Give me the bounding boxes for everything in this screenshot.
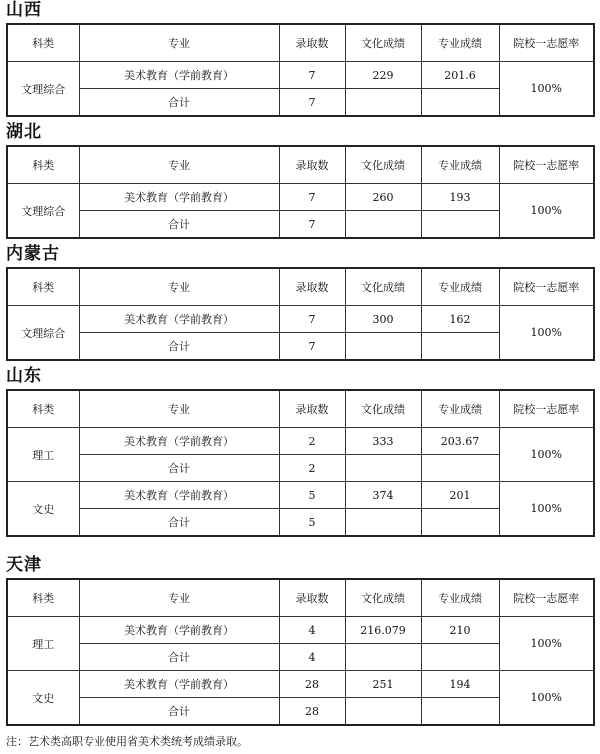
major-score-cell: 194 <box>421 671 499 698</box>
first-choice-rate-cell: 100% <box>499 482 594 537</box>
empty-cell <box>345 455 421 482</box>
empty-cell <box>345 644 421 671</box>
empty-cell <box>421 333 499 361</box>
culture-score-cell: 251 <box>345 671 421 698</box>
major-score-cell: 201.6 <box>421 62 499 89</box>
header-cell: 院校一志愿率 <box>499 268 594 306</box>
category-cell: 文理综合 <box>7 62 79 117</box>
first-choice-rate-cell: 100% <box>499 306 594 361</box>
header-cell: 专业 <box>79 146 279 184</box>
header-cell: 专业 <box>79 24 279 62</box>
category-cell: 理工 <box>7 617 79 671</box>
table-row <box>7 306 594 333</box>
table-row <box>7 482 594 509</box>
admission-table <box>6 389 595 537</box>
admitted-cell: 7 <box>279 184 345 211</box>
table-row <box>7 428 594 455</box>
admitted-cell: 4 <box>279 617 345 644</box>
header-row <box>7 579 594 617</box>
header-row <box>7 390 594 428</box>
first-choice-rate-cell: 100% <box>499 671 594 726</box>
header-cell: 录取数 <box>279 268 345 306</box>
culture-score-cell: 300 <box>345 306 421 333</box>
header-cell: 专业 <box>79 268 279 306</box>
empty-cell <box>421 644 499 671</box>
major-cell: 美术教育（学前教育） <box>79 671 279 698</box>
admitted-cell: 2 <box>279 428 345 455</box>
total-label-cell: 合计 <box>79 211 279 239</box>
major-score-cell: 201 <box>421 482 499 509</box>
empty-cell <box>421 455 499 482</box>
major-cell: 美术教育（学前教育） <box>79 428 279 455</box>
admitted-cell: 7 <box>279 62 345 89</box>
category-cell: 文史 <box>7 671 79 726</box>
province-title: 内蒙古 <box>6 244 60 264</box>
header-cell: 专业 <box>79 579 279 617</box>
empty-cell <box>345 211 421 239</box>
header-cell: 文化成绩 <box>345 146 421 184</box>
total-admitted-cell: 7 <box>279 333 345 361</box>
empty-cell <box>345 509 421 537</box>
header-cell: 科类 <box>7 390 79 428</box>
total-admitted-cell: 7 <box>279 89 345 117</box>
admission-table <box>6 578 595 726</box>
header-row <box>7 146 594 184</box>
header-cell: 文化成绩 <box>345 268 421 306</box>
category-cell: 文理综合 <box>7 306 79 361</box>
total-label-cell: 合计 <box>79 89 279 117</box>
total-label-cell: 合计 <box>79 644 279 671</box>
total-admitted-cell: 7 <box>279 211 345 239</box>
table-row <box>7 62 594 89</box>
header-cell: 院校一志愿率 <box>499 579 594 617</box>
total-admitted-cell: 28 <box>279 698 345 726</box>
header-cell: 专业 <box>79 390 279 428</box>
empty-cell <box>421 89 499 117</box>
header-cell: 专业成绩 <box>421 24 499 62</box>
major-cell: 美术教育（学前教育） <box>79 617 279 644</box>
major-score-cell: 203.67 <box>421 428 499 455</box>
culture-score-cell: 333 <box>345 428 421 455</box>
header-cell: 科类 <box>7 146 79 184</box>
empty-cell <box>345 89 421 117</box>
category-cell: 文史 <box>7 482 79 537</box>
header-row <box>7 268 594 306</box>
admitted-cell: 7 <box>279 306 345 333</box>
header-cell: 录取数 <box>279 579 345 617</box>
category-cell: 文理综合 <box>7 184 79 239</box>
header-cell: 文化成绩 <box>345 390 421 428</box>
header-cell: 文化成绩 <box>345 579 421 617</box>
table-row <box>7 617 594 644</box>
major-score-cell: 210 <box>421 617 499 644</box>
header-cell: 录取数 <box>279 24 345 62</box>
empty-cell <box>345 333 421 361</box>
first-choice-rate-cell: 100% <box>499 617 594 671</box>
total-label-cell: 合计 <box>79 509 279 537</box>
header-row <box>7 24 594 62</box>
total-label-cell: 合计 <box>79 333 279 361</box>
major-cell: 美术教育（学前教育） <box>79 306 279 333</box>
header-cell: 科类 <box>7 579 79 617</box>
total-label-cell: 合计 <box>79 455 279 482</box>
major-score-cell: 162 <box>421 306 499 333</box>
major-score-cell: 193 <box>421 184 499 211</box>
header-cell: 文化成绩 <box>345 24 421 62</box>
culture-score-cell: 374 <box>345 482 421 509</box>
admission-table <box>6 145 595 239</box>
culture-score-cell: 260 <box>345 184 421 211</box>
major-cell: 美术教育（学前教育） <box>79 184 279 211</box>
header-cell: 专业成绩 <box>421 579 499 617</box>
table-row <box>7 671 594 698</box>
province-title: 山东 <box>6 366 42 386</box>
empty-cell <box>345 698 421 726</box>
header-cell: 专业成绩 <box>421 146 499 184</box>
header-cell: 录取数 <box>279 390 345 428</box>
province-title: 天津 <box>6 555 42 575</box>
culture-score-cell: 229 <box>345 62 421 89</box>
admitted-cell: 5 <box>279 482 345 509</box>
empty-cell <box>421 698 499 726</box>
province-title: 湖北 <box>6 122 42 142</box>
total-admitted-cell: 5 <box>279 509 345 537</box>
header-cell: 院校一志愿率 <box>499 146 594 184</box>
total-admitted-cell: 2 <box>279 455 345 482</box>
major-cell: 美术教育（学前教育） <box>79 62 279 89</box>
footnote: 注：艺术类高职专业使用省美术类统考成绩录取。 <box>6 735 248 748</box>
header-cell: 专业成绩 <box>421 390 499 428</box>
major-cell: 美术教育（学前教育） <box>79 482 279 509</box>
culture-score-cell: 216.079 <box>345 617 421 644</box>
header-cell: 录取数 <box>279 146 345 184</box>
admitted-cell: 28 <box>279 671 345 698</box>
header-cell: 院校一志愿率 <box>499 390 594 428</box>
first-choice-rate-cell: 100% <box>499 428 594 482</box>
table-row <box>7 184 594 211</box>
empty-cell <box>421 509 499 537</box>
province-title: 山西 <box>6 0 42 20</box>
category-cell: 理工 <box>7 428 79 482</box>
admission-table <box>6 23 595 117</box>
header-cell: 院校一志愿率 <box>499 24 594 62</box>
header-cell: 专业成绩 <box>421 268 499 306</box>
total-label-cell: 合计 <box>79 698 279 726</box>
header-cell: 科类 <box>7 24 79 62</box>
empty-cell <box>421 211 499 239</box>
first-choice-rate-cell: 100% <box>499 62 594 117</box>
first-choice-rate-cell: 100% <box>499 184 594 239</box>
admission-table <box>6 267 595 361</box>
header-cell: 科类 <box>7 268 79 306</box>
total-admitted-cell: 4 <box>279 644 345 671</box>
